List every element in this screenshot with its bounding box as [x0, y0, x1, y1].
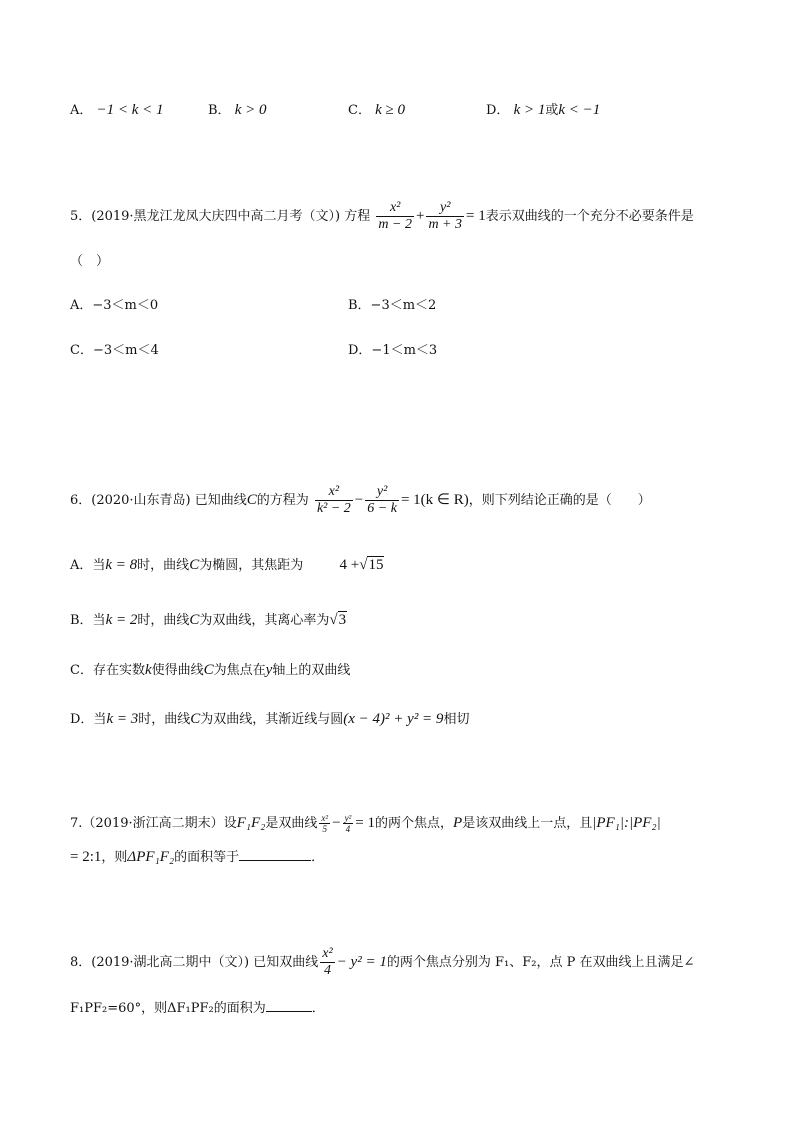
radicand: 3 — [338, 612, 347, 628]
math-var: F₁F₂ — [236, 815, 266, 831]
numerator: x² — [322, 946, 333, 961]
fraction — [320, 946, 334, 979]
equation-rhs: = 1(k ∈ R) — [400, 492, 469, 508]
answer-blank[interactable] — [266, 999, 312, 1012]
fraction — [426, 200, 464, 233]
denominator: m − 2 — [378, 217, 412, 232]
question-text: 的面积等于 — [174, 850, 240, 865]
numerator: x² — [376, 200, 414, 217]
question-text: 的方程为 — [256, 493, 309, 508]
question-prefix: 7.（2019·浙江高二期末）设 — [70, 816, 237, 831]
q4-option-b — [208, 101, 266, 120]
answer-paren: （ ） — [70, 254, 110, 269]
period: ． — [311, 850, 325, 865]
option-text: D．当 — [70, 712, 107, 727]
option-math: k ≥ 0 — [375, 102, 405, 118]
question-suffix: 表示双曲线的一个充分不必要条件是 — [485, 209, 694, 224]
sqrt-expression: √15 — [359, 557, 384, 573]
option-text: 时，曲线 — [137, 613, 190, 628]
option-or: 或 — [545, 103, 559, 118]
option-text: C．存在实数 — [70, 663, 145, 678]
option-text: 轴上的双曲线 — [272, 663, 351, 678]
q6-option-a — [70, 556, 384, 575]
answer-blank[interactable] — [239, 848, 311, 861]
option-math: k < −1 — [558, 102, 601, 118]
denominator: k² − 2 — [316, 501, 351, 516]
math-var: C — [190, 711, 201, 727]
option-text: A．当 — [70, 558, 106, 573]
question-text: 是双曲线 — [265, 816, 318, 831]
option-text: A．−3＜m＜0 — [70, 298, 159, 313]
question-prefix: 6．(2020·山东青岛) 已知曲线 — [70, 493, 247, 508]
question-text: 是该双曲线上一点，且 — [462, 816, 593, 831]
ratio-value: = 2:1 — [70, 849, 102, 865]
fraction — [365, 484, 399, 517]
q7-stem — [70, 808, 661, 839]
fraction — [376, 200, 414, 233]
math-var: y — [265, 662, 273, 678]
numerator: y² — [426, 200, 464, 217]
option-text: B．当 — [70, 613, 106, 628]
option-text: B．−3＜m＜2 — [348, 298, 437, 313]
option-text: 为椭圆，其焦距为 — [199, 558, 304, 573]
option-text: 时，曲线 — [138, 712, 191, 727]
question-prefix: 5．(2019·黑龙江龙凤大庆四中高二月考（文）) 方程 — [70, 209, 371, 224]
denominator: 6 − k — [367, 501, 397, 516]
option-math: k = 3 — [106, 711, 139, 727]
math-var: C — [246, 492, 257, 508]
fraction — [315, 484, 353, 517]
denominator: 4 — [323, 963, 331, 978]
q6-stem — [70, 480, 651, 521]
option-letter: D． — [486, 103, 510, 118]
operator: − — [332, 815, 341, 831]
q5-option-d — [348, 342, 437, 360]
math-var: k — [144, 662, 152, 678]
option-math: 4 + — [339, 557, 360, 573]
numerator: x² — [321, 813, 329, 823]
numerator: y² — [365, 484, 399, 501]
q7-line2 — [70, 848, 324, 867]
q4-option-c — [348, 101, 405, 120]
numerator: y² — [344, 813, 352, 823]
denominator: 5 — [322, 824, 327, 834]
equation-rhs: = 1 — [466, 208, 486, 224]
math-var: C — [189, 557, 200, 573]
operator: + — [415, 208, 425, 224]
option-letter: B． — [208, 103, 231, 118]
option-text: 时，曲线 — [137, 558, 190, 573]
question-text: F₁PF₂=60°，则ΔF₁PF₂的面积为 — [70, 1001, 266, 1016]
option-math: −1 < k < 1 — [96, 102, 164, 118]
q5-option-c — [70, 342, 159, 360]
option-text: 为双曲线，其渐近线与圆 — [200, 712, 344, 727]
sqrt-expression: √3 — [329, 612, 347, 628]
option-text: 使得曲线 — [151, 663, 204, 678]
denominator: 4 — [345, 824, 351, 834]
numerator: x² — [315, 484, 353, 501]
math-var: P — [453, 815, 463, 831]
radicand: 15 — [368, 557, 384, 573]
triangle-symbol: ΔPF₁F₂ — [127, 849, 175, 865]
q6-option-b — [70, 611, 347, 630]
q5-option-a — [70, 297, 158, 315]
option-letter: A． — [70, 103, 93, 118]
equation-rhs: = 1 — [355, 815, 375, 831]
question-suffix: ，则下列结论正确的是（ ） — [468, 493, 651, 508]
equation-rhs: − y² = 1 — [336, 954, 387, 970]
circle-equation: (x − 4)² + y² = 9 — [343, 711, 444, 727]
math-var: C — [189, 612, 200, 628]
period: ． — [311, 1001, 325, 1016]
question-text: ，则 — [101, 850, 128, 865]
math-var: C — [203, 662, 214, 678]
option-math: k = 2 — [105, 612, 138, 628]
option-text: 为焦点在 — [213, 663, 266, 678]
q4-option-d — [486, 101, 600, 120]
q4-option-a — [70, 101, 164, 120]
q8-stem — [70, 942, 694, 983]
question-suffix: 的两个焦点分别为 F₁、F₂，点 P 在双曲线上且满足∠ — [386, 955, 695, 970]
option-letter: C． — [348, 103, 371, 118]
option-text: C．−3＜m＜4 — [70, 343, 159, 358]
denominator: m + 3 — [428, 217, 462, 232]
operator: − — [354, 492, 364, 508]
option-math: k > 1 — [513, 102, 546, 118]
q6-option-d — [70, 710, 469, 729]
option-text: D．−1＜m＜3 — [348, 343, 438, 358]
q5-option-b — [348, 297, 436, 315]
q5-stem — [70, 196, 694, 237]
q5-paren — [70, 253, 109, 271]
option-text: 相切 — [443, 712, 470, 727]
ratio-expression: |PF₁|:|PF₂| — [592, 815, 661, 831]
option-math: k > 0 — [234, 102, 267, 118]
option-math: k = 8 — [105, 557, 138, 573]
question-text: 的两个焦点， — [375, 816, 454, 831]
q8-line2 — [70, 999, 325, 1018]
fraction — [319, 813, 330, 834]
fraction — [343, 813, 354, 834]
option-text: 为双曲线，其离心率为 — [199, 613, 330, 628]
question-prefix: 8．(2019·湖北高二期中（文）) 已知双曲线 — [70, 955, 319, 970]
q6-option-c — [70, 661, 350, 680]
